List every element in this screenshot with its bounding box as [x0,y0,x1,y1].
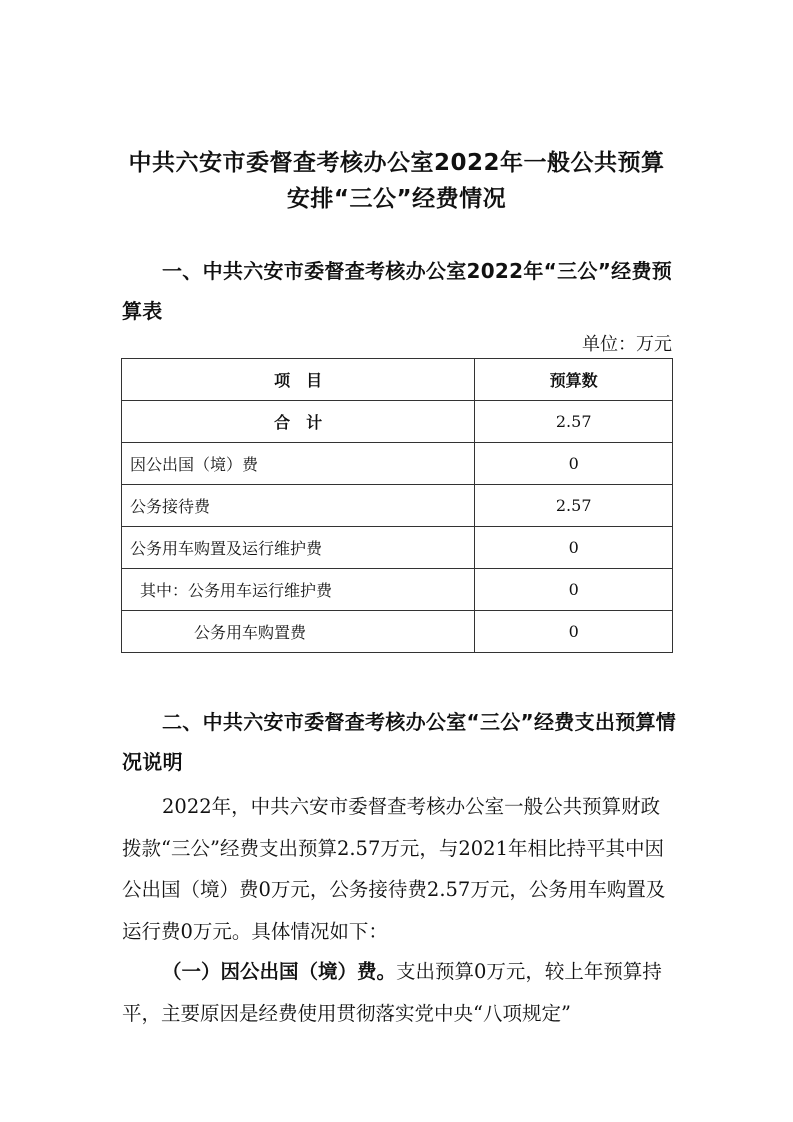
header-budget: 预算数 [475,359,673,401]
paragraph-2-text: 支出预算0万元，较上年预算持平，主要原因是经费使用贯彻落实党中央“八项规定” [122,960,662,1025]
body-paragraph-1: 2022年，中共六安市委督查考核办公室一般公共预算财政拨款“三公”经费支出预算2.57万元，与2021年相比持平其中因公出国（境）费0万元，公务接待费2.57万元，公务用车购置及运行费0万元。具体情况如下： [122,795,666,943]
table-row [122,611,673,653]
section-2-heading: 二、中共六安市委督查考核办公室“三公”经费支出预算情况说明 [122,710,677,774]
paragraph-2-lead: （一）因公出国（境）费。 [162,960,397,983]
table-row [122,485,673,527]
budget-table [121,358,673,653]
row-label: 其中：公务用车运行维护费 [122,569,475,611]
row-label: 合 计 [122,401,475,443]
body-paragraph-2 [122,951,674,1034]
row-label: 因公出国（境）费 [122,443,475,485]
table-row [122,527,673,569]
section-1-heading: 一、中共六安市委督查考核办公室2022年“三公”经费预算表 [122,259,673,323]
row-value: 0 [475,569,673,611]
table-row [122,401,673,443]
row-value: 0 [475,443,673,485]
row-value: 2.57 [475,401,673,443]
table-row [122,569,673,611]
document-title-line-2: 安排“三公”经费情况 [286,186,507,212]
document-title-line-1: 中共六安市委督查考核办公室2022年一般公共预算 [128,150,665,176]
row-label: 公务接待费 [122,485,475,527]
table-row [122,443,673,485]
unit-label: 单位：万元 [582,334,672,355]
row-label: 公务用车购置及运行维护费 [122,527,475,569]
row-value: 2.57 [475,485,673,527]
row-value: 0 [475,611,673,653]
row-label: 公务用车购置费 [122,611,475,653]
table-header-row [122,359,673,401]
row-value: 0 [475,527,673,569]
header-item: 项 目 [122,359,475,401]
